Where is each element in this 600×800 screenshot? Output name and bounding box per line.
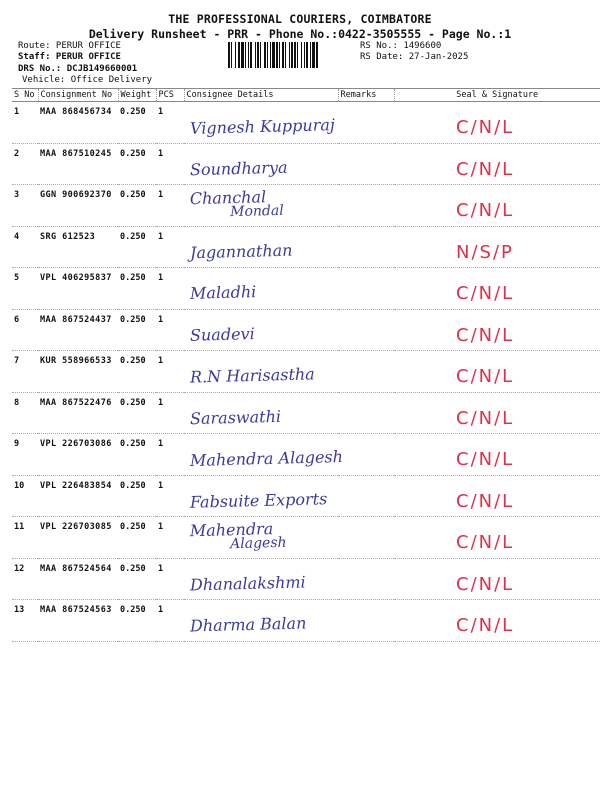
cell-weight: 0.250 — [118, 558, 156, 600]
cell-sno: 7 — [12, 351, 38, 393]
cell-sno: 11 — [12, 517, 38, 559]
table-row — [12, 226, 600, 268]
consignee-handwriting: Chanchal Mondal — [189, 187, 284, 221]
consignee-handwriting: Soundharya — [189, 157, 288, 179]
consignee-handwriting-line2: Mondal — [229, 202, 284, 221]
cell-weight: 0.250 — [118, 392, 156, 434]
seal-handwriting: C/N/L — [456, 532, 515, 553]
cell-seal-signature — [394, 351, 600, 393]
cell-seal-signature — [394, 226, 600, 268]
cell-seal-signature — [394, 309, 600, 351]
cell-consignment-no: MAA 867524563 — [38, 600, 118, 642]
cell-seal-signature — [394, 558, 600, 600]
cell-consignment-no: VPL 406295837 — [38, 268, 118, 310]
table-row — [12, 517, 600, 559]
cell-pcs: 1 — [156, 309, 184, 351]
rs-number: RS No.: 1496600 — [360, 41, 442, 51]
cell-pcs: 1 — [156, 143, 184, 185]
cell-sno: 6 — [12, 309, 38, 351]
consignee-handwriting: Vignesh Kuppuraj — [189, 115, 336, 138]
cell-remarks — [338, 268, 394, 310]
cell-weight: 0.250 — [118, 309, 156, 351]
table-body — [12, 102, 600, 642]
seal-handwriting: C/N/L — [456, 573, 515, 595]
cell-remarks — [338, 392, 394, 434]
cell-sno: 1 — [12, 102, 38, 144]
cell-consignment-no: MAA 867524564 — [38, 558, 118, 600]
cell-remarks — [338, 475, 394, 517]
cell-consignment-no: KUR 558966533 — [38, 351, 118, 393]
cell-remarks — [338, 434, 394, 476]
cell-remarks — [338, 558, 394, 600]
cell-sno: 2 — [12, 143, 38, 185]
cell-weight: 0.250 — [118, 185, 156, 227]
cell-consignee — [184, 102, 338, 144]
cell-pcs: 1 — [156, 102, 184, 144]
table-row — [12, 600, 600, 642]
cell-consignment-no: VPL 226703086 — [38, 434, 118, 476]
consignee-handwriting: Dharma Balan — [189, 613, 307, 636]
cell-remarks — [338, 185, 394, 227]
cell-consignee — [184, 517, 338, 559]
table-row — [12, 392, 600, 434]
cell-weight: 0.250 — [118, 226, 156, 268]
cell-pcs: 1 — [156, 185, 184, 227]
table-row — [12, 185, 600, 227]
cell-pcs: 1 — [156, 392, 184, 434]
cell-pcs: 1 — [156, 600, 184, 642]
cell-consignee — [184, 226, 338, 268]
seal-handwriting: C/N/L — [456, 117, 515, 138]
cell-consignment-no: VPL 226703085 — [38, 517, 118, 559]
runsheet-table — [12, 88, 600, 642]
cell-seal-signature — [394, 102, 600, 144]
cell-consignment-no: MAA 867524437 — [38, 309, 118, 351]
cell-consignee — [184, 351, 338, 393]
cell-sno: 8 — [12, 392, 38, 434]
route-label: Route: PERUR OFFICE — [18, 41, 121, 51]
table-row — [12, 143, 600, 185]
cell-remarks — [338, 102, 394, 144]
cell-consignment-no: MAA 868456734 — [38, 102, 118, 144]
consignee-handwriting: Fabsuite Exports — [189, 488, 328, 512]
table-header-row — [12, 89, 600, 102]
cell-seal-signature — [394, 185, 600, 227]
col-header-weight: Weight — [118, 89, 156, 102]
cell-remarks — [338, 226, 394, 268]
table-row — [12, 309, 600, 351]
cell-pcs: 1 — [156, 434, 184, 476]
vehicle-label: Vehicle: Office Delivery — [22, 75, 153, 85]
cell-consignment-no: SRG 612523 — [38, 226, 118, 268]
table-row — [12, 268, 600, 310]
cell-weight: 0.250 — [118, 600, 156, 642]
cell-consignee — [184, 475, 338, 517]
seal-handwriting: C/N/L — [456, 324, 515, 346]
cell-seal-signature — [394, 600, 600, 642]
cell-weight: 0.250 — [118, 517, 156, 559]
consignee-handwriting: Jagannathan — [189, 240, 293, 262]
cell-remarks — [338, 143, 394, 185]
company-title: THE PROFESSIONAL COURIERS, COIMBATORE — [168, 12, 432, 26]
cell-consignment-no: MAA 867522476 — [38, 392, 118, 434]
cell-weight: 0.250 — [118, 475, 156, 517]
col-header-consignment: Consignment No — [38, 89, 118, 102]
cell-seal-signature — [394, 517, 600, 559]
cell-consignee — [184, 268, 338, 310]
cell-weight: 0.250 — [118, 102, 156, 144]
cell-remarks — [338, 600, 394, 642]
consignee-handwriting: R.N Harisastha — [189, 364, 315, 387]
cell-consignee — [184, 600, 338, 642]
cell-weight: 0.250 — [118, 351, 156, 393]
cell-sno: 5 — [12, 268, 38, 310]
cell-sno: 13 — [12, 600, 38, 642]
cell-pcs: 1 — [156, 517, 184, 559]
col-header-sno: S No — [12, 89, 38, 102]
cell-remarks — [338, 517, 394, 559]
cell-weight: 0.250 — [118, 434, 156, 476]
cell-remarks — [338, 309, 394, 351]
seal-handwriting: C/N/L — [456, 449, 515, 470]
consignee-handwriting: Mahendra Alagesh — [189, 447, 344, 470]
cell-sno: 9 — [12, 434, 38, 476]
cell-consignee — [184, 309, 338, 351]
cell-seal-signature — [394, 268, 600, 310]
seal-handwriting: C/N/L — [456, 200, 515, 221]
table-row — [12, 351, 600, 393]
cell-pcs: 1 — [156, 558, 184, 600]
rs-date: RS Date: 27-Jan-2025 — [360, 52, 469, 62]
consignee-handwriting-line2: Alagesh — [229, 534, 287, 553]
col-header-pcs: PCS — [156, 89, 184, 102]
cell-consignee — [184, 392, 338, 434]
seal-handwriting: C/N/L — [456, 283, 515, 304]
cell-weight: 0.250 — [118, 268, 156, 310]
cell-pcs: 1 — [156, 475, 184, 517]
consignee-handwriting: Mahendra Alagesh — [189, 519, 287, 553]
col-header-consignee: Consignee Details — [184, 89, 338, 102]
cell-weight: 0.250 — [118, 143, 156, 185]
consignee-handwriting: Dhanalakshmi — [189, 571, 306, 595]
cell-seal-signature — [394, 434, 600, 476]
barcode-image — [228, 42, 354, 68]
table-row — [12, 475, 600, 517]
cell-pcs: 1 — [156, 351, 184, 393]
seal-handwriting: N/S/P — [456, 241, 514, 263]
cell-consignment-no: VPL 226483854 — [38, 475, 118, 517]
cell-seal-signature — [394, 392, 600, 434]
consignee-handwriting: Suadevi — [189, 323, 255, 345]
seal-handwriting: C/N/L — [456, 490, 515, 512]
cell-seal-signature — [394, 143, 600, 185]
drs-number: DRS No.: DCJB149660001 — [18, 64, 138, 74]
runsheet-subtitle: Delivery Runsheet - PRR - Phone No.:0422-3505555 - Page No.:1 — [88, 27, 512, 41]
seal-handwriting: C/N/L — [456, 615, 515, 636]
col-header-seal: Seal & Signature — [394, 89, 600, 102]
cell-consignee — [184, 185, 338, 227]
seal-handwriting: C/N/L — [456, 366, 515, 387]
table-row — [12, 434, 600, 476]
cell-sno: 4 — [12, 226, 38, 268]
cell-remarks — [338, 351, 394, 393]
cell-consignment-no: GGN 900692370 — [38, 185, 118, 227]
seal-handwriting: C/N/L — [456, 407, 515, 429]
cell-seal-signature — [394, 475, 600, 517]
cell-sno: 10 — [12, 475, 38, 517]
cell-sno: 12 — [12, 558, 38, 600]
col-header-remarks: Remarks — [338, 89, 394, 102]
cell-consignee — [184, 434, 344, 476]
cell-pcs: 1 — [156, 268, 184, 310]
cell-consignment-no: MAA 867510245 — [38, 143, 118, 185]
consignee-handwriting: Saraswathi — [189, 406, 282, 428]
cell-consignee — [184, 558, 338, 600]
table-row — [12, 558, 600, 600]
cell-pcs: 1 — [156, 226, 184, 268]
cell-sno: 3 — [12, 185, 38, 227]
cell-consignee — [184, 143, 338, 185]
staff-label: Staff: PERUR OFFICE — [18, 52, 121, 62]
seal-handwriting: C/N/L — [456, 158, 515, 180]
table-row — [12, 102, 600, 144]
consignee-handwriting: Maladhi — [189, 282, 257, 303]
